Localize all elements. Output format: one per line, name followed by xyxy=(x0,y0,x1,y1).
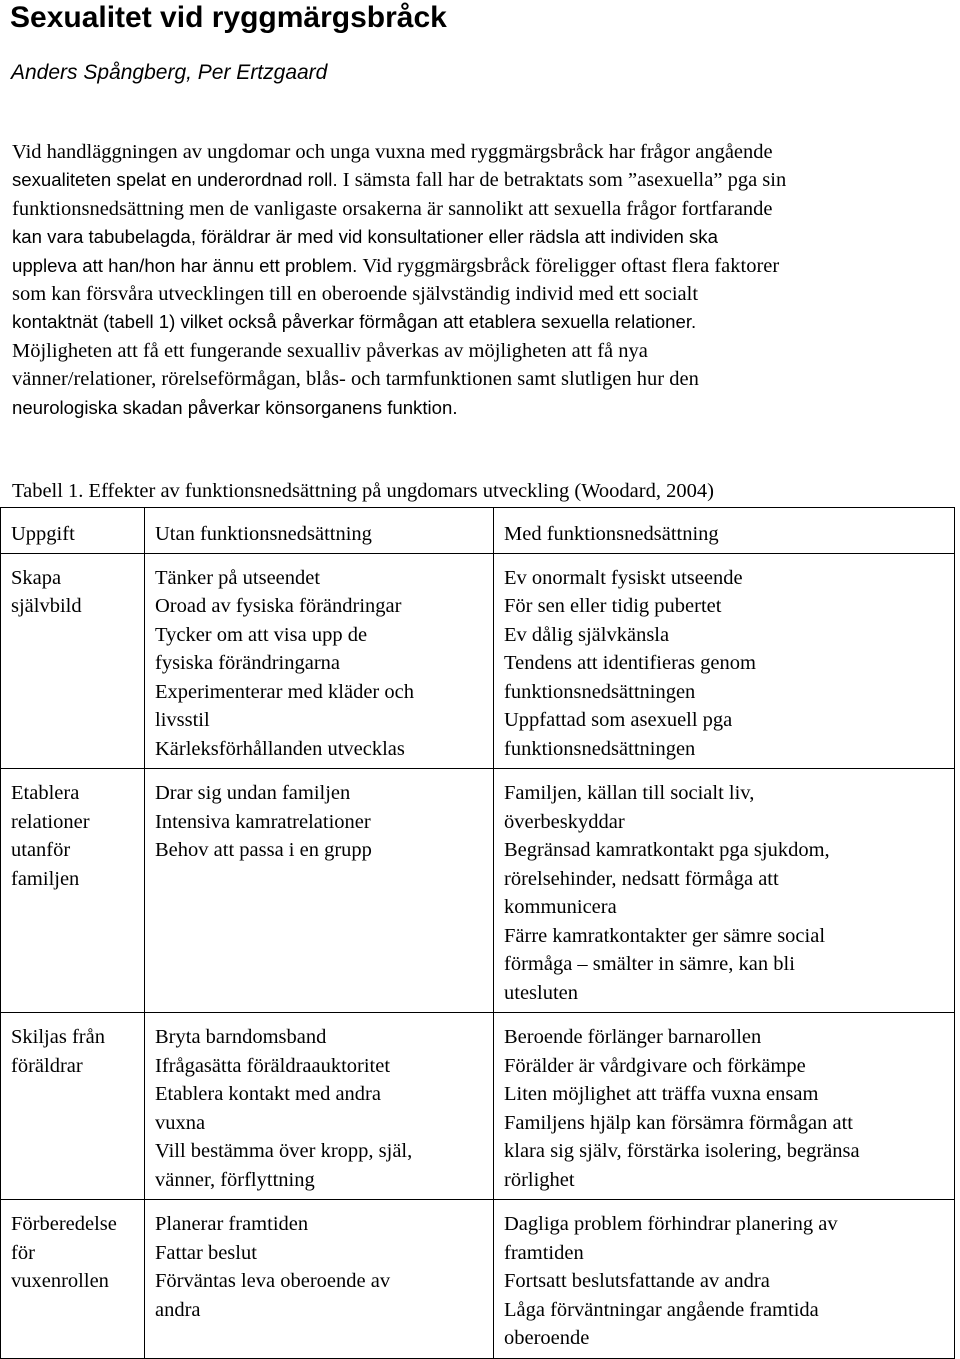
cell-line: Beroende förlänger barnarollen xyxy=(504,1026,762,1048)
cell-line: Bryta barndomsband xyxy=(155,1026,327,1048)
cell-line: framtiden xyxy=(504,1241,584,1264)
cell-line: Tänker på utseendet xyxy=(155,566,321,589)
cell-line: Tendens att identifieras genom xyxy=(504,652,756,674)
cell-line: förmåga – smälter in sämre, kan bli xyxy=(504,953,795,975)
table-row xyxy=(1,553,955,769)
cell-line: Familjens hjälp kan försämra förmågan att xyxy=(504,1111,853,1134)
cell-with xyxy=(494,1013,955,1200)
cell-without xyxy=(145,1200,494,1359)
text-segment: neurologiska skadan påverkar könsorganens funktion. xyxy=(12,396,458,418)
cell-without xyxy=(145,1013,494,1200)
cell-line: Begränsad kamratkontakt pga sjukdom, xyxy=(504,839,830,861)
cell-line: Uppfattad som asexuell pga xyxy=(504,709,733,731)
cell-line: rörelsehinder, nedsatt förmåga att xyxy=(504,867,779,890)
text-segment: Vid handläggningen av ungdomar och unga vuxna med ryggmärgsbråck har frågor angående xyxy=(12,141,773,163)
paragraph-line xyxy=(12,195,786,223)
effects-table xyxy=(0,507,955,1359)
paragraph-line xyxy=(12,394,786,422)
cell-line: kommunicera xyxy=(504,896,617,918)
cell-line: Ev onormalt fysiskt utseende xyxy=(504,566,743,589)
cell-line: Experimenterar med kläder och xyxy=(155,680,414,703)
text-segment: I sämsta fall har de betraktats som ”asexuella” pga sin xyxy=(342,169,787,192)
cell-line: föräldrar xyxy=(11,1054,83,1077)
cell-line: Kärleksförhållanden utvecklas xyxy=(155,737,405,760)
text-segment: Vid ryggmärgsbråck föreligger oftast flera faktorer xyxy=(362,254,780,277)
cell-line: Etablera xyxy=(11,782,80,804)
cell-line: utesluten xyxy=(504,981,579,1004)
cell-line: Fortsatt beslutsfattande av andra xyxy=(504,1270,770,1292)
table-header-row xyxy=(1,508,955,554)
cell-line: Drar sig undan familjen xyxy=(155,782,351,804)
cell-with xyxy=(494,769,955,1013)
cell-line: överbeskyddar xyxy=(504,810,625,833)
cell-without xyxy=(145,553,494,769)
cell-line: Ev dålig självkänsla xyxy=(504,623,670,646)
cell-line: Familjen, källan till socialt liv, xyxy=(504,782,755,804)
cell-line: funktionsnedsättningen xyxy=(504,680,696,703)
paragraph-line xyxy=(12,337,786,365)
cell-line: vuxenrollen xyxy=(11,1270,109,1292)
text-segment: funktionsnedsättning men de vanligaste orsakerna är sannolikt att sexuella frågor fortfarande xyxy=(12,197,773,220)
cell-line: för xyxy=(11,1241,35,1264)
cell-line: vänner, förflyttning xyxy=(155,1168,315,1191)
paragraph-line xyxy=(12,365,786,393)
cell-line: Dagliga problem förhindrar planering av xyxy=(504,1213,838,1235)
cell-line: oberoende xyxy=(504,1327,590,1349)
cell-line: Tycker om att visa upp de xyxy=(155,623,368,646)
header-with-disability: Med funktionsnedsättning xyxy=(494,508,955,554)
paragraph-line xyxy=(12,280,786,308)
cell-line: klara sig själv, förstärka isolering, begränsa xyxy=(504,1140,860,1162)
cell-line: familjen xyxy=(11,867,80,890)
cell-line: relationer xyxy=(11,810,90,833)
cell-line: Vill bestämma över kropp, själ, xyxy=(155,1140,413,1162)
table-row xyxy=(1,1200,955,1359)
cell-line: Skiljas från xyxy=(11,1026,105,1048)
text-segment: som kan försvåra utvecklingen till en oberoende självständig individ med ett socialt xyxy=(12,282,699,305)
cell-line: Behov att passa i en grupp xyxy=(155,839,372,861)
cell-task xyxy=(1,1013,145,1200)
cell-line: Förberedelse xyxy=(11,1213,117,1235)
paragraph-line xyxy=(12,252,786,280)
cell-line: Låga förväntningar angående framtida xyxy=(504,1298,819,1321)
cell-line: vuxna xyxy=(155,1111,206,1134)
cell-line: Förväntas leva oberoende av xyxy=(155,1270,391,1292)
cell-without xyxy=(145,769,494,1013)
header-task: Uppgift xyxy=(1,508,145,554)
cell-line: rörlighet xyxy=(504,1168,575,1191)
cell-line: andra xyxy=(155,1298,201,1321)
text-segment: kan vara tabubelagda, föräldrar är med vid konsultationer eller rädsla att individen ska xyxy=(12,226,718,248)
cell-line: livsstil xyxy=(155,709,210,731)
text-segment: sexualiteten spelat en underordnad roll. xyxy=(12,169,343,191)
paragraph-line xyxy=(12,138,786,166)
cell-line: funktionsnedsättningen xyxy=(504,737,696,760)
intro-paragraph xyxy=(12,138,786,422)
cell-line: Planerar framtiden xyxy=(155,1213,309,1235)
table-row xyxy=(1,1013,955,1200)
table-caption: Tabell 1. Effekter av funktionsnedsättning på ungdomars utveckling (Woodard, 2004) xyxy=(12,480,714,502)
text-segment: vänner/relationer, rörelseförmågan, blås- och tarmfunktionen samt slutligen hur den xyxy=(12,368,699,391)
cell-line: Etablera kontakt med andra xyxy=(155,1083,381,1105)
cell-line: Oroad av fysiska förändringar xyxy=(155,595,402,617)
cell-line: Skapa xyxy=(11,566,62,589)
page-title: Sexualitet vid ryggmärgsbråck xyxy=(10,1,447,34)
cell-task xyxy=(1,553,145,769)
cell-with xyxy=(494,1200,955,1359)
paragraph-line xyxy=(12,166,786,194)
cell-line: För sen eller tidig pubertet xyxy=(504,595,722,617)
cell-line: Färre kamratkontakter ger sämre social xyxy=(504,924,826,947)
cell-line: självbild xyxy=(11,595,82,617)
cell-line: Förälder är vårdgivare och förkämpe xyxy=(504,1054,806,1077)
cell-line: Intensiva kamratrelationer xyxy=(155,810,371,833)
paragraph-line xyxy=(12,308,786,336)
cell-task xyxy=(1,769,145,1013)
cell-line: Fattar beslut xyxy=(155,1241,257,1264)
cell-line: Ifrågasätta föräldraauktoritet xyxy=(155,1054,391,1077)
authors: Anders Spångberg, Per Ertzgaard xyxy=(11,61,328,84)
cell-line: utanför xyxy=(11,839,71,861)
table-row xyxy=(1,769,955,1013)
text-segment: Möjligheten att få ett fungerande sexualliv påverkas av möjligheten att få nya xyxy=(12,339,648,362)
cell-line: fysiska förändringarna xyxy=(155,652,341,674)
cell-task xyxy=(1,1200,145,1359)
cell-line: Liten möjlighet att träffa vuxna ensam xyxy=(504,1083,819,1105)
text-segment: kontaktnät (tabell 1) vilket också påverkar förmågan att etablera sexuella relationer. xyxy=(12,311,697,333)
text-segment: uppleva att han/hon har ännu ett problem. xyxy=(12,254,363,276)
header-without-disability: Utan funktionsnedsättning xyxy=(145,508,494,554)
cell-with xyxy=(494,553,955,769)
paragraph-line xyxy=(12,223,786,251)
